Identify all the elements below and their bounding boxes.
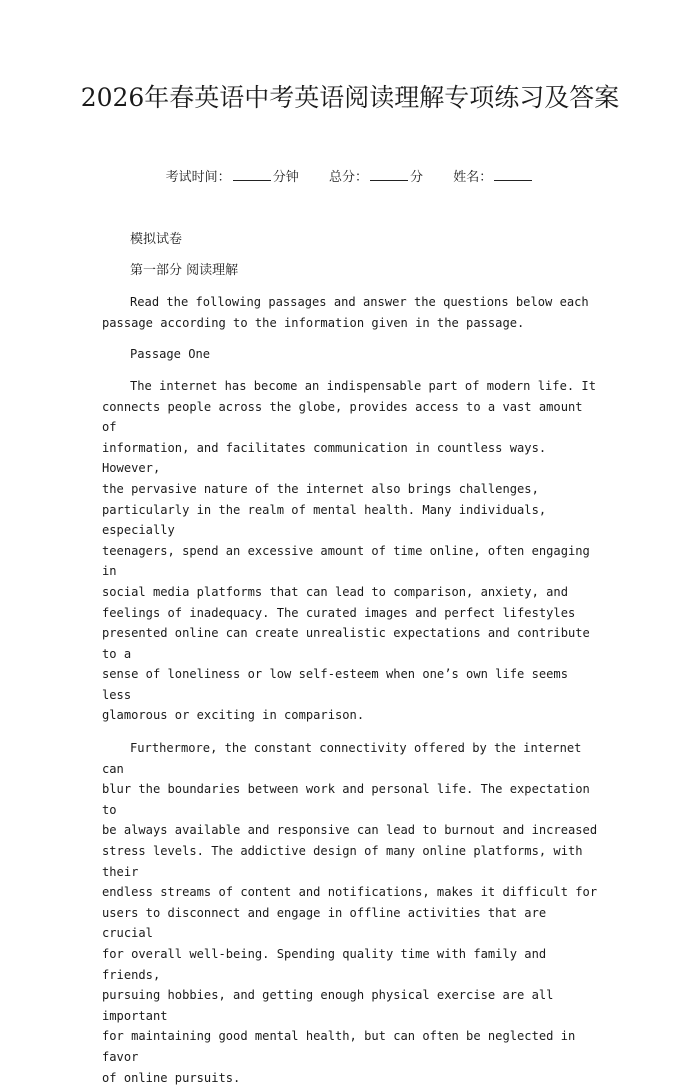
exam-info-line [0, 168, 700, 187]
passage-title: Passage One [130, 347, 211, 362]
document-body [102, 230, 602, 1088]
total-score-blank [370, 168, 408, 181]
instructions-paragraph: Read the following passages and answer the questions below each passage according to the information given in the passage. [102, 295, 589, 330]
document-title: 2026年春英语中考英语阅读理解专项练习及答案 [80, 83, 620, 112]
passage-paragraph-1: The internet has become an indispensable part of modern life. It connects people across the globe, provides access to a vast amount of information, and facilitates communication in countless ways. However, the pervasive nature of the internet also brings challenges, particularly in the realm of mental health. Many individuals, especially teenagers, spend an excessive amount of time online, often engaging in social media platforms that can lead to comparison, anxiety, and feelings of inadequacy. The curated images and perfect lifestyles presented online can create unrealistic expectations and contribute to a sense of loneliness or low self-esteem when one’s own life seems less glamorous or exciting in comparison. [102, 378, 596, 723]
passage-paragraph-2: Furthermore, the constant connectivity offered by the internet can blur the boundaries between work and personal life. The expectation to be always available and responsive can lead to burnout and increased stress levels. The addictive design of many online platforms, with their endless streams of content and notifications, makes it difficult for users to disconnect and engage in offline activities that are crucial for overall well-being. Spending quality time with family and friends, pursuing hobbies, and getting enough physical exercise are all important for maintaining good mental health, but can often be neglected in favor of online pursuits. [102, 741, 598, 1085]
total-score-label: 总分： [328, 170, 368, 185]
student-name-blank [494, 168, 532, 181]
exam-time-label: 考试时间： [165, 170, 231, 185]
exam-time-blank [233, 168, 271, 181]
exam-time-unit: 分钟 [272, 170, 299, 185]
total-score-unit: 分 [410, 170, 424, 185]
part-label: 第一部分 阅读理解 [130, 262, 239, 278]
section-label: 模拟试卷 [130, 232, 183, 247]
student-name-label: 姓名： [453, 170, 493, 185]
